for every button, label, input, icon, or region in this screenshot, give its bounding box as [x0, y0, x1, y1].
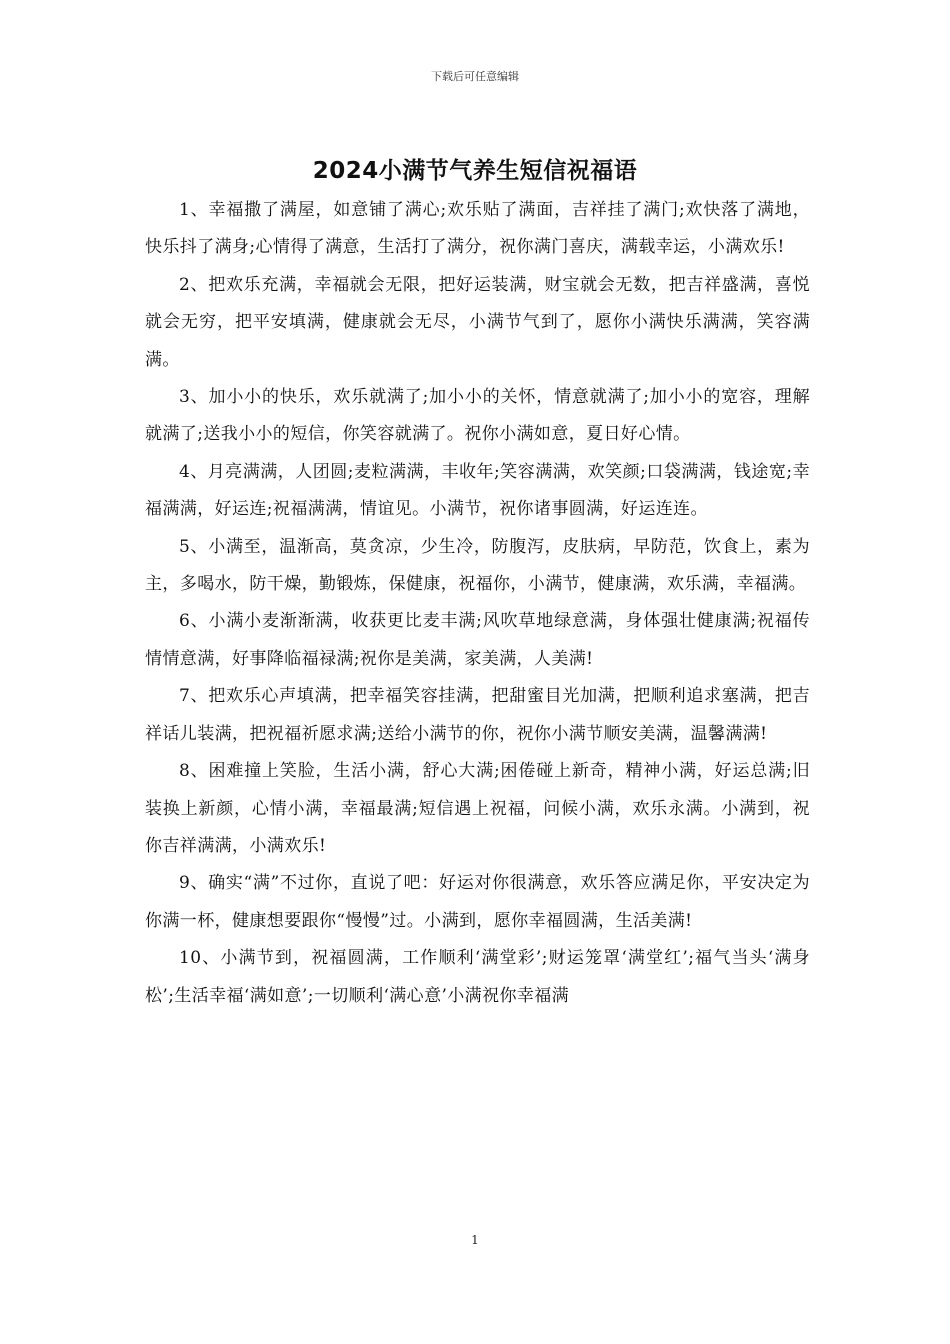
paragraph-1: 1、幸福撒了满屋，如意铺了满心;欢乐贴了满面，吉祥挂了满门;欢快落了满地，快乐抖了满身;心情得了满意，生活打了满分，祝你满门喜庆，满载幸运，小满欢乐!	[145, 200, 810, 258]
paragraph-10: 10、小满节到，祝福圆满，工作顺利‘满堂彩’;财运笼罩‘满堂红’;福气当头‘满身松’;生活幸福‘满如意’;一切顺利‘满心意’小满祝你幸福满	[145, 948, 810, 1006]
paragraph-3: 3、加小小的快乐，欢乐就满了;加小小的关怀，情意就满了;加小小的宽容，理解就满了;送我小小的短信，你笑容就满了。祝你小满如意，夏日好心情。	[145, 387, 810, 445]
paragraph-2: 2、把欢乐充满，幸福就会无限，把好运装满，财宝就会无数，把吉祥盛满，喜悦就会无穷，把平安填满，健康就会无尽，小满节气到了，愿你小满快乐满满，笑容满满。	[145, 274, 810, 370]
paragraph-7: 7、把欢乐心声填满，把幸福笑容挂满，把甜蜜目光加满，把顺利追求塞满，把吉祥话儿装满，把祝福祈愿求满;送给小满节的你，祝你小满节顺安美满，温馨满满!	[145, 686, 810, 744]
paragraph-5: 5、小满至，温渐高，莫贪凉，少生冷，防腹泻，皮肤病，早防范，饮食上，素为主，多喝水，防干燥，勤锻炼，保健康，祝福你，小满节，健康满，欢乐满，幸福满。	[145, 536, 810, 595]
paragraph-9: 9、确实“满”不过你，直说了吧：好运对你很满意，欢乐答应满足你，平安决定为你满一杯，健康想要跟你“慢慢”过。小满到，愿你幸福圆满，生活美满!	[145, 873, 810, 931]
document-body	[145, 192, 810, 1015]
paragraph-4: 4、月亮满满，人团圆;麦粒满满，丰收年;笑容满满，欢笑颜;口袋满满，钱途宽;幸福满满，好运连;祝福满满，情谊见。小满节，祝你诸事圆满，好运连连。	[145, 461, 810, 520]
document-title: 2024小满节气养生短信祝福语	[312, 158, 638, 184]
paragraph-8: 8、困难撞上笑脸，生活小满，舒心大满;困倦碰上新奇，精神小满，好运总满;旧装换上新颜，心情小满，幸福最满;短信遇上祝福，问候小满，欢乐永满。小满到，祝你吉祥满满，小满欢乐!	[145, 761, 810, 856]
header-note: 下载后可任意编辑	[431, 70, 519, 83]
page-number: 1	[471, 1233, 479, 1247]
paragraph-6: 6、小满小麦渐渐满，收获更比麦丰满;风吹草地绿意满，身体强壮健康满;祝福传情情意满，好事降临福禄满;祝你是美满，家美满，人美满!	[145, 611, 810, 669]
